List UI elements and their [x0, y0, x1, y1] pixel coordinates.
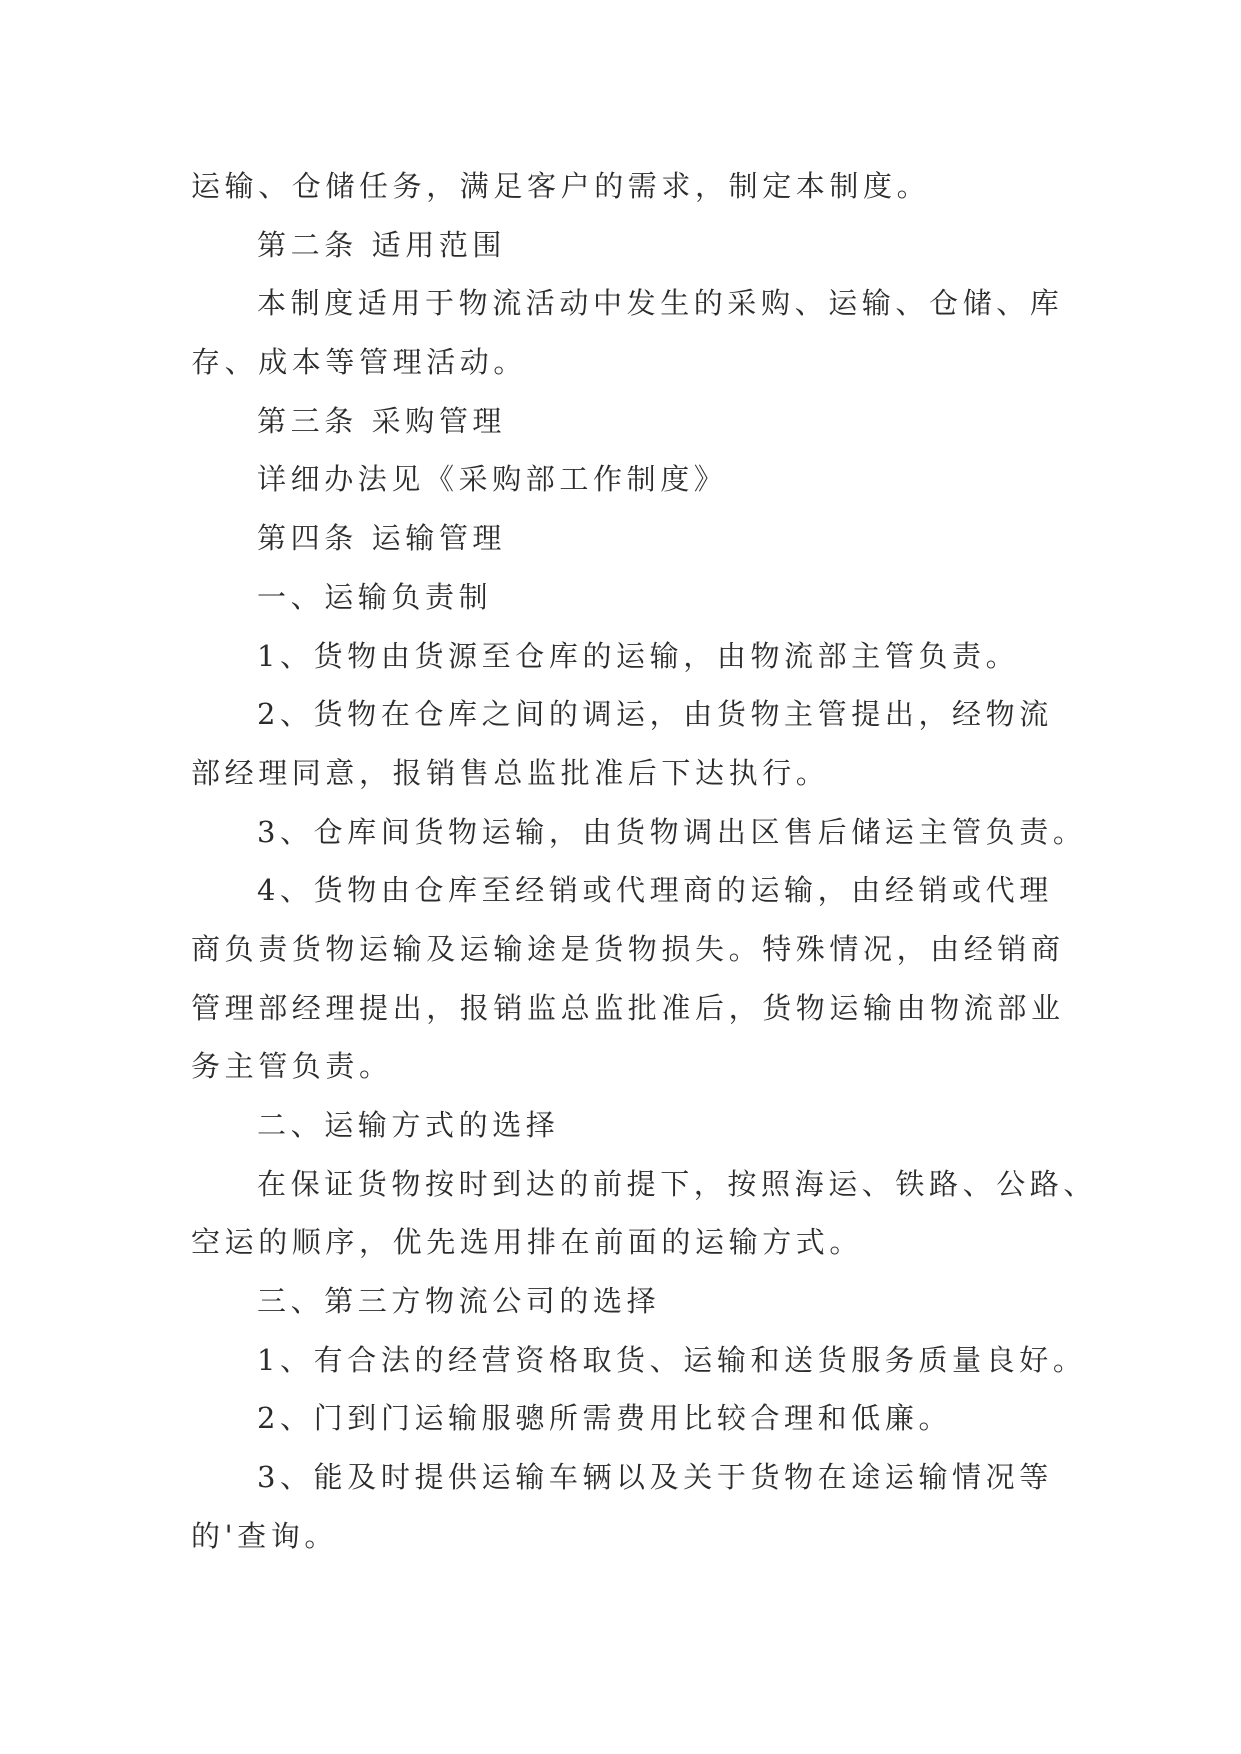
text-line: 本制度适用于物流活动中发生的采购、运输、仓储、库 [257, 286, 1064, 321]
section-heading: 第三条 采购管理 [257, 403, 507, 438]
list-item: 2、门到门运输服骢所需费用比较合理和低廉。 [257, 1401, 953, 1436]
text-line: 存、成本等管理活动。 [191, 345, 528, 380]
text-line: 在保证货物按时到达的前提下，按照海运、铁路、公路、 [257, 1166, 1098, 1201]
list-item: 3、能及时提供运输车辆以及关于货物在途运输情况等 [257, 1460, 1053, 1495]
list-item: 3、仓库间货物运输，由货物调出区售后储运主管负责。 [257, 814, 1087, 849]
text-line: 空运的顺序，优先选用排在前面的运输方式。 [191, 1225, 864, 1260]
text-line: 运输、仓储任务，满足客户的需求，制定本制度。 [191, 169, 931, 203]
list-item: 1、货物由货源至仓库的运输，由物流部主管负责。 [257, 638, 1020, 673]
subsection-heading: 三、第三方物流公司的选择 [257, 1284, 661, 1319]
list-item: 4、货物由仓库至经销或代理商的运输，由经销或代理 [257, 873, 1053, 908]
text-line: 务主管负责。 [191, 1049, 393, 1084]
text-line: 商负责货物运输及运输途是货物损失。特殊情况，由经销商 [191, 931, 1065, 966]
subsection-heading: 一、运输负责制 [257, 579, 493, 614]
section-heading: 第四条 运输管理 [257, 521, 507, 556]
text-line: 部经理同意，报销售总监批准后下达执行。 [191, 755, 830, 790]
text-line: 的'查询。 [191, 1518, 338, 1553]
section-heading: 第二条 适用范围 [257, 227, 507, 262]
list-item: 1、有合法的经营资格取货、运输和送货服务质量良好。 [257, 1342, 1087, 1377]
list-item: 2、货物在仓库之间的调运，由货物主管提出，经物流 [257, 697, 1053, 732]
text-line: 详细办法见《采购部工作制度》 [257, 462, 728, 497]
text-line: 管理部经理提出，报销监总监批准后，货物运输由物流部业 [191, 990, 1065, 1025]
document-body [191, 157, 1098, 1566]
subsection-heading: 二、运输方式的选择 [257, 1108, 560, 1142]
